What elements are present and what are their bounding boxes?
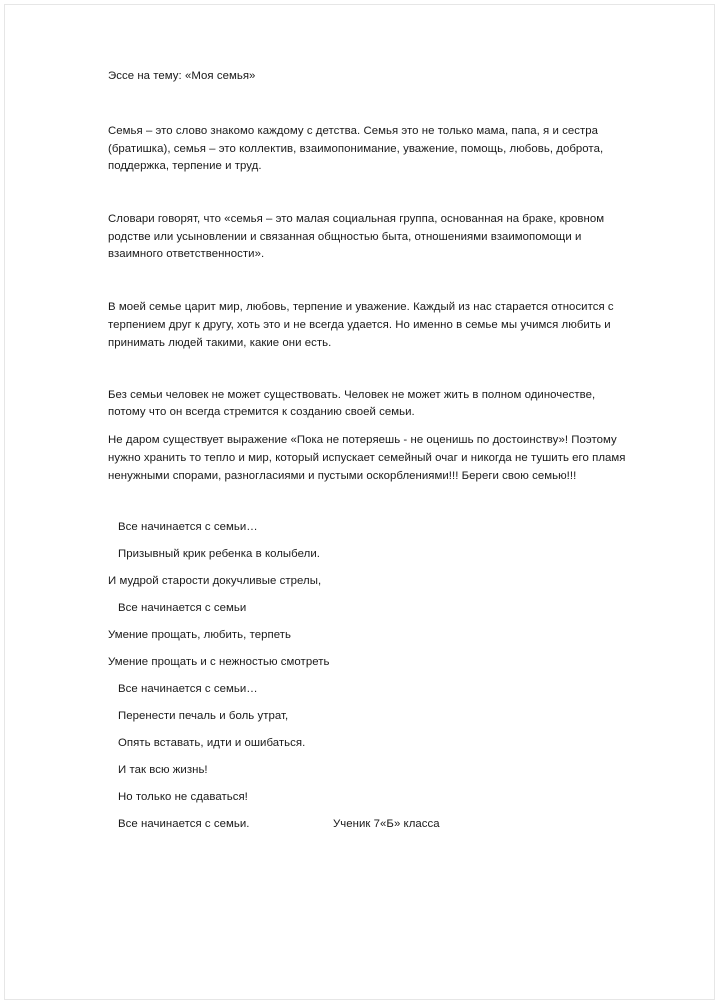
paragraph-5-line-2: нужно хранить то тепло и мир, который испускает семейный очаг и никогда не тушить его пламя bbox=[108, 452, 626, 464]
paragraph-3-line-3: принимать людей такими, какие они есть. bbox=[108, 337, 332, 349]
poem-line: И так всю жизнь! bbox=[118, 764, 208, 776]
paragraph-2-line-2: родстве или усыновлении и связанная общностью быта, отношениями взаимопомощи и bbox=[108, 231, 582, 243]
paragraph-2-line-1: Словари говорят, что «семья – это малая социальная группа, основанная на браке, кровном bbox=[108, 213, 605, 225]
paragraph-1-line-1: Семья – это слово знакомо каждому с детства. Семья это не только мама, папа, я и сестра bbox=[108, 125, 598, 137]
essay-title: Эссе на тему: «Моя семья» bbox=[108, 70, 256, 82]
poem-line: Умение прощать и с нежностью смотреть bbox=[108, 656, 330, 668]
poem-line: Умение прощать, любить, терпеть bbox=[108, 629, 291, 641]
paragraph-5-line-3: ненужными спорами, разногласиями и пустыми оскорблениями!!! Береги свою семью!!! bbox=[108, 470, 577, 482]
poem-line: И мудрой старости докучливые стрелы, bbox=[108, 575, 322, 587]
author-signature: Ученик 7«Б» класса bbox=[333, 818, 440, 830]
paragraph-3-line-2: терпением друг к другу, хоть это и не всегда удается. Но именно в семье мы учимся любить и bbox=[108, 319, 611, 331]
paragraph-4-line-2: потому что он всегда стремится к созданию своей семьи. bbox=[108, 406, 415, 418]
paragraph-3-line-1: В моей семье царит мир, любовь, терпение и уважение. Каждый из нас старается относится с bbox=[108, 301, 614, 313]
paragraph-5-line-1: Не даром существует выражение «Пока не потеряешь - не оценишь по достоинству»! Поэтому bbox=[108, 434, 617, 446]
poem-line: Призывный крик ребенка в колыбели. bbox=[118, 548, 320, 560]
poem-line: Все начинается с семьи… bbox=[118, 521, 258, 533]
poem-line: Перенести печаль и боль утрат, bbox=[118, 710, 289, 722]
paragraph-1-line-3: поддержка, терпение и труд. bbox=[108, 160, 262, 172]
paragraph-4-line-1: Без семьи человек не может существовать. Человек не может жить в полном одиночестве, bbox=[108, 389, 596, 401]
poem-line: Опять вставать, идти и ошибаться. bbox=[118, 737, 306, 749]
paragraph-2-line-3: взаимного ответственности». bbox=[108, 248, 265, 260]
poem-line: Все начинается с семьи bbox=[118, 602, 247, 614]
poem-line: Но только не сдаваться! bbox=[118, 791, 248, 803]
poem-line: Все начинается с семьи… bbox=[118, 683, 258, 695]
paragraph-1-line-2: (братишка), семья – это коллектив, взаимопонимание, уважение, помощь, любовь, доброта, bbox=[108, 143, 604, 155]
poem-line: Все начинается с семьи. bbox=[118, 818, 250, 830]
